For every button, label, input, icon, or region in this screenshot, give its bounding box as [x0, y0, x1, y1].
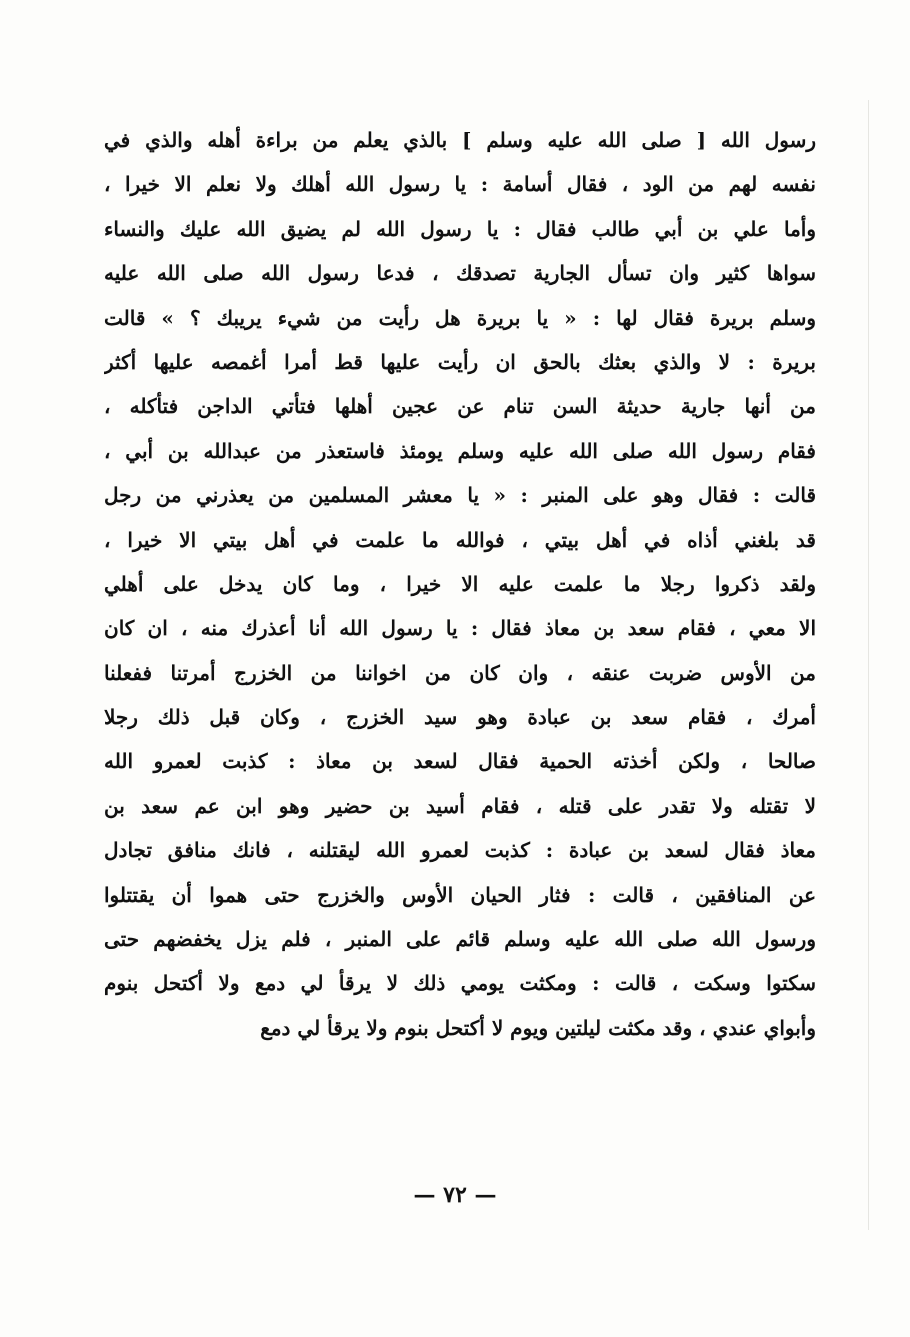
- text-line: من الأوس ضربت عنقه ، وان كان من اخواننا من الخزرج أمرتنا ففعلنا: [104, 660, 816, 685]
- text-line: بريرة : لا والذي بعثك بالحق ان رأيت عليها قط أمرا أغمصه عليها أكثر: [104, 349, 816, 374]
- text-line: رسول الله [ صلى الله عليه وسلم ] بالذي يعلم من براءة أهله والذي في: [104, 128, 816, 152]
- text-line: ولقد ذكروا رجلا ما علمت عليه الا خيرا ، وما كان يدخل على أهلي: [104, 571, 816, 596]
- text-line: وأما علي بن أبي طالب فقال : يا رسول الله لم يضيق الله عليك والنساء: [104, 216, 816, 241]
- text-line: لا تقتله ولا تقدر على قتله ، فقام أسيد بن حضير وهو ابن عم سعد بن: [104, 793, 816, 818]
- text-line: ورسول الله صلى الله عليه وسلم قائم على المنبر ، فلم يزل يخفضهم حتى: [104, 927, 816, 952]
- text-line: وسلم بريرة فقال لها : « يا بريرة هل رأيت من شيء يريبك ؟ » قالت: [104, 305, 816, 330]
- text-line: من أنها جارية حديثة السن تنام عن عجين أهلها فتأتي الداجن فتأكله ،: [104, 394, 816, 419]
- text-line: نفسه لهم من الود ، فقال أسامة : يا رسول الله أهلك ولا نعلم الا خيرا ،: [104, 172, 816, 197]
- text-line: فقام رسول الله صلى الله عليه وسلم يومئذ فاستعذر من عبدالله بن أبي ،: [104, 438, 816, 463]
- body-text: [104, 118, 816, 1050]
- page-edge-shadow: [868, 100, 869, 1230]
- text-line: عن المنافقين ، قالت : فثار الحيان الأوس والخزرج حتى هموا أن يقتتلوا: [104, 882, 816, 907]
- text-line: معاذ فقال لسعد بن عبادة : كذبت لعمرو الله ليقتلنه ، فانك منافق تجادل: [104, 838, 816, 863]
- text-line: وأبواي عندي ، وقد مكثت ليلتين ويوم لا أكتحل بنوم ولا يرقأ لي دمع: [260, 1015, 816, 1040]
- text-line: صالحا ، ولكن أخذته الحمية فقال لسعد بن معاذ : كذبت لعمرو الله: [104, 749, 816, 774]
- text-line: أمرك ، فقام سعد بن عبادة وهو سيد الخزرج ، وكان قبل ذلك رجلا: [104, 705, 816, 730]
- text-line: قالت : فقال وهو على المنبر : « يا معشر المسلمين من يعذرني من رجل: [104, 483, 816, 508]
- text-line: سكتوا وسكت ، قالت : ومكثت يومي ذلك لا يرقأ لي دمع ولا أكتحل بنوم: [104, 971, 816, 996]
- text-line: سواها كثير وان تسأل الجارية تصدقك ، فدعا رسول الله صلى الله عليه: [104, 261, 816, 286]
- text-line: الا معي ، فقام سعد بن معاذ فقال : يا رسول الله أنا أعذرك منه ، ان كان: [104, 616, 816, 641]
- page-number: — ٧٢ —: [413, 1182, 497, 1208]
- text-line: قد بلغني أذاه في أهل بيتي ، فوالله ما علمت في أهل بيتي الا خيرا ،: [104, 527, 816, 552]
